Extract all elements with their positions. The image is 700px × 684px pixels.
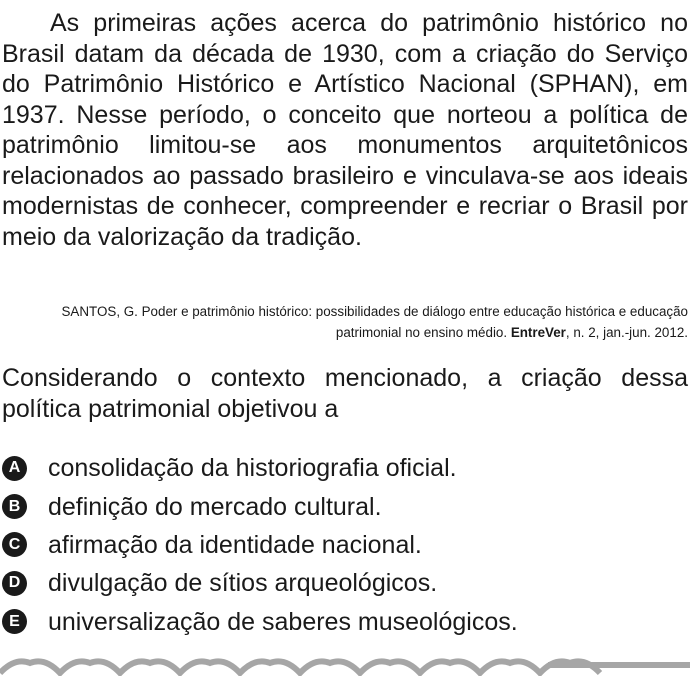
citation-details: , n. 2, jan.-jun. 2012.	[565, 325, 688, 340]
question-stem: Considerando o contexto mencionado, a criação dessa política patrimonial objetivou a	[2, 364, 688, 423]
answer-options	[2, 449, 688, 641]
option-letter-badge: A	[2, 456, 27, 481]
option-a[interactable]	[2, 449, 688, 487]
option-text: divulgação de sítios arqueológicos.	[48, 569, 438, 598]
passage-text: As primeiras ações acerca do patrimônio histórico no Brasil datam da década de 1930, com a criação do Serviço do Patrimônio Histórico e Artístico Nacional (SPHAN), em 1937. Nesse período, o conceito que norteou a política de patrimônio limitou-se aos monumentos arquitetônicos relacionados ao passado brasileiro e vinculava-se aos ideais modernistas de conhecer, compreender e recriar o Brasil por meio da valorização da tradição.	[2, 9, 688, 251]
option-c[interactable]	[2, 526, 688, 564]
option-text: afirmação da identidade nacional.	[48, 530, 422, 559]
option-text: universalização de saberes museológicos.	[48, 607, 518, 636]
option-letter-badge: E	[2, 609, 27, 634]
citation-text: SANTOS, G. Poder e patrimônio histórico: possibilidades de diálogo entre educação histórica e educação patrimonial no ensino médio.	[61, 304, 688, 340]
option-letter-badge: C	[2, 532, 27, 557]
option-d[interactable]	[2, 564, 688, 602]
option-letter-badge: B	[2, 494, 27, 519]
option-e[interactable]	[2, 603, 688, 641]
option-b[interactable]	[2, 487, 688, 525]
option-text: consolidação da historiografia oficial.	[48, 454, 457, 483]
option-letter-badge: D	[2, 571, 27, 596]
citation-journal: EntreVer	[510, 325, 566, 340]
wave-divider	[0, 650, 690, 676]
option-text: definição do mercado cultural.	[48, 492, 382, 521]
source-citation	[60, 301, 688, 343]
wave-line	[0, 661, 600, 673]
